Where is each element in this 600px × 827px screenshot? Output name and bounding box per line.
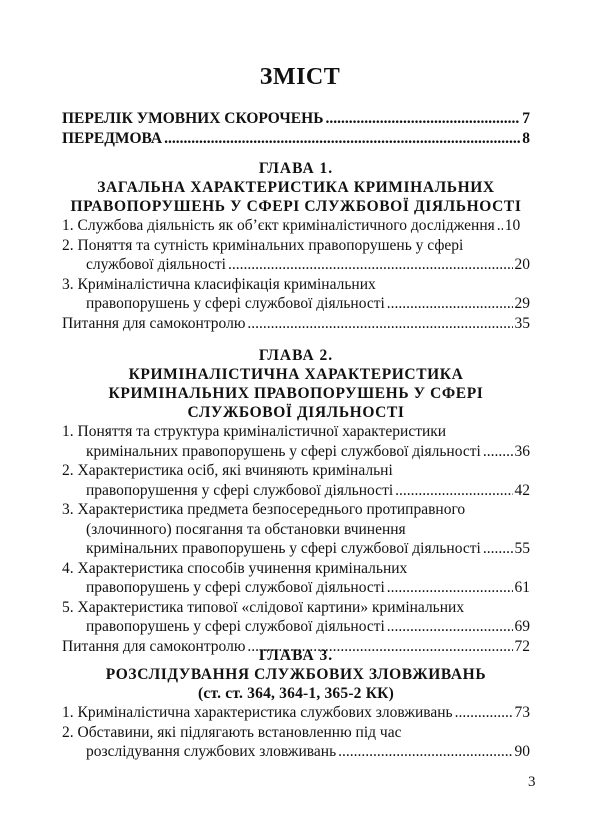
chapter-title-line: СЛУЖБОВОЇ ДІЯЛЬНОСТІ xyxy=(187,404,405,421)
chapter-label: ГЛАВА 1. xyxy=(258,160,334,177)
toc-entry[interactable] xyxy=(62,598,530,637)
toc-entry-title-cont: розслідування службових зловживань xyxy=(86,743,337,760)
toc-entry[interactable] xyxy=(62,236,530,275)
toc-chapter-2 xyxy=(62,346,530,656)
toc-entry-title: 1. Криміналістична характеристика службових зловживань xyxy=(62,704,453,721)
toc-page-number: 42 xyxy=(514,481,530,499)
toc-page-number: 72 xyxy=(514,637,530,655)
dot-leader xyxy=(228,255,513,275)
toc-entry[interactable] xyxy=(62,559,530,598)
toc-page-number: 20 xyxy=(514,256,530,273)
dot-leader xyxy=(164,129,520,149)
dot-leader xyxy=(387,578,513,598)
toc-entry-title-cont: правопорушення у сфері службової діяльності xyxy=(86,481,394,499)
chapter-title-line: РОЗСЛІДУВАННЯ СЛУЖБОВИХ ЗЛОВЖИВАНЬ xyxy=(105,666,487,683)
toc-page-number: 7 xyxy=(522,110,530,127)
page-number: 3 xyxy=(528,774,536,790)
toc-entry[interactable] xyxy=(62,275,530,314)
toc-entry-title: Питання для самоконтролю xyxy=(62,637,246,655)
chapter-label: ГЛАВА 3. xyxy=(258,647,334,664)
dot-leader xyxy=(483,539,513,559)
toc-entry-self-check[interactable] xyxy=(62,314,530,334)
dot-leader xyxy=(387,294,513,314)
toc-page-number: 8 xyxy=(522,129,530,147)
chapter-title-line: (ст. ст. 364, 364-1, 365-2 КК) xyxy=(198,685,394,702)
toc-chapter-1 xyxy=(62,159,530,333)
toc-entry-title: 2. Обставини, які підлягають встановленню під час xyxy=(62,723,402,741)
toc-entry-title: 2. Поняття та сутність кримінальних правопорушень у сфері xyxy=(62,236,464,254)
toc-entry-title: 2. Характеристика осіб, які вчиняють кримінальні xyxy=(62,462,393,479)
dot-leader xyxy=(395,481,512,501)
toc-entry-title: 4. Характеристика способів учинення кримінальних xyxy=(62,559,408,577)
toc-entry-title-cont: кримінальних правопорушень у сфері службової діяльності xyxy=(86,540,481,557)
page-title: ЗМІСТ xyxy=(259,64,341,90)
toc-entry-title-cont: службової діяльності xyxy=(86,256,226,273)
toc-entry-title-cont: (злочинного) посягання та обстановки вчинення xyxy=(86,520,406,538)
chapter-heading xyxy=(62,646,530,703)
toc-page-number: 90 xyxy=(514,743,530,760)
toc-entry-title-cont: правопорушень у сфері службової діяльності xyxy=(86,295,385,312)
dot-leader xyxy=(483,442,513,462)
toc-page-number: 69 xyxy=(514,618,530,635)
toc-entry-title: ПЕРЕДМОВА xyxy=(62,129,163,147)
toc-page-number: 73 xyxy=(514,704,530,721)
toc-page-number: 61 xyxy=(514,579,530,596)
chapter-title-line: КРИМІНАЛІСТИЧНА ХАРАКТЕРИСТИКА xyxy=(128,366,464,383)
chapter-title-line: ПРАВОПОРУШЕНЬ У СФЕРІ СЛУЖБОВОЇ ДІЯЛЬНОСТІ xyxy=(70,198,522,215)
toc-front-matter xyxy=(62,109,530,148)
toc-entry[interactable] xyxy=(62,500,530,559)
dot-leader xyxy=(455,703,513,723)
chapter-label: ГЛАВА 2. xyxy=(258,347,334,364)
toc-entry-title-cont: правопорушень у сфері службової діяльності xyxy=(86,618,385,635)
toc-entry-title: 3. Характеристика предмета безпосереднього протиправного xyxy=(62,501,466,518)
toc-entry[interactable] xyxy=(62,723,530,762)
toc-entry[interactable] xyxy=(62,461,530,500)
toc-entry-title: 5. Характеристика типової «слідової картини» кримінальних xyxy=(62,598,465,616)
dot-leader xyxy=(387,617,513,637)
toc-entry[interactable] xyxy=(62,703,530,723)
toc-chapter-3 xyxy=(62,646,530,762)
toc-entry-title-cont: правопорушень у сфері службової діяльності xyxy=(86,579,385,596)
dot-leader xyxy=(497,216,503,236)
toc-page-number: 29 xyxy=(514,295,530,312)
chapter-heading xyxy=(62,346,530,422)
dot-leader xyxy=(325,109,520,129)
toc-entry-abbreviations[interactable] xyxy=(62,109,530,129)
toc-entry-preface[interactable] xyxy=(62,129,530,149)
toc-page-number: 36 xyxy=(514,442,530,460)
toc-entry[interactable] xyxy=(62,422,530,461)
chapter-heading xyxy=(62,159,530,216)
chapter-title-line: ЗАГАЛЬНА ХАРАКТЕРИСТИКА КРИМІНАЛЬНИХ xyxy=(97,179,495,196)
dot-leader xyxy=(247,314,512,334)
toc-entry-title: 1. Службова діяльність як об’єкт криміналістичного дослідження xyxy=(62,217,495,234)
toc-entry[interactable] xyxy=(62,216,530,236)
chapter-title-line: КРИМІНАЛЬНИХ ПРАВОПОРУШЕНЬ У СФЕРІ xyxy=(108,385,484,402)
toc-entry-title: 1. Поняття та структура криміналістичної характеристики xyxy=(62,423,447,440)
dot-leader xyxy=(338,742,512,762)
toc-page-number: 35 xyxy=(514,314,530,332)
toc-entry-title: Питання для самоконтролю xyxy=(62,314,246,332)
toc-entry-title: ПЕРЕЛІК УМОВНИХ СКОРОЧЕНЬ xyxy=(62,110,324,127)
toc-entry-title: 3. Криміналістична класифікація кримінальних xyxy=(62,275,376,293)
toc-entry-title-cont: кримінальних правопорушень у сфері службової діяльності xyxy=(86,442,481,460)
toc-page-number: 55 xyxy=(514,540,530,557)
toc-page-number: 10 xyxy=(504,217,521,234)
